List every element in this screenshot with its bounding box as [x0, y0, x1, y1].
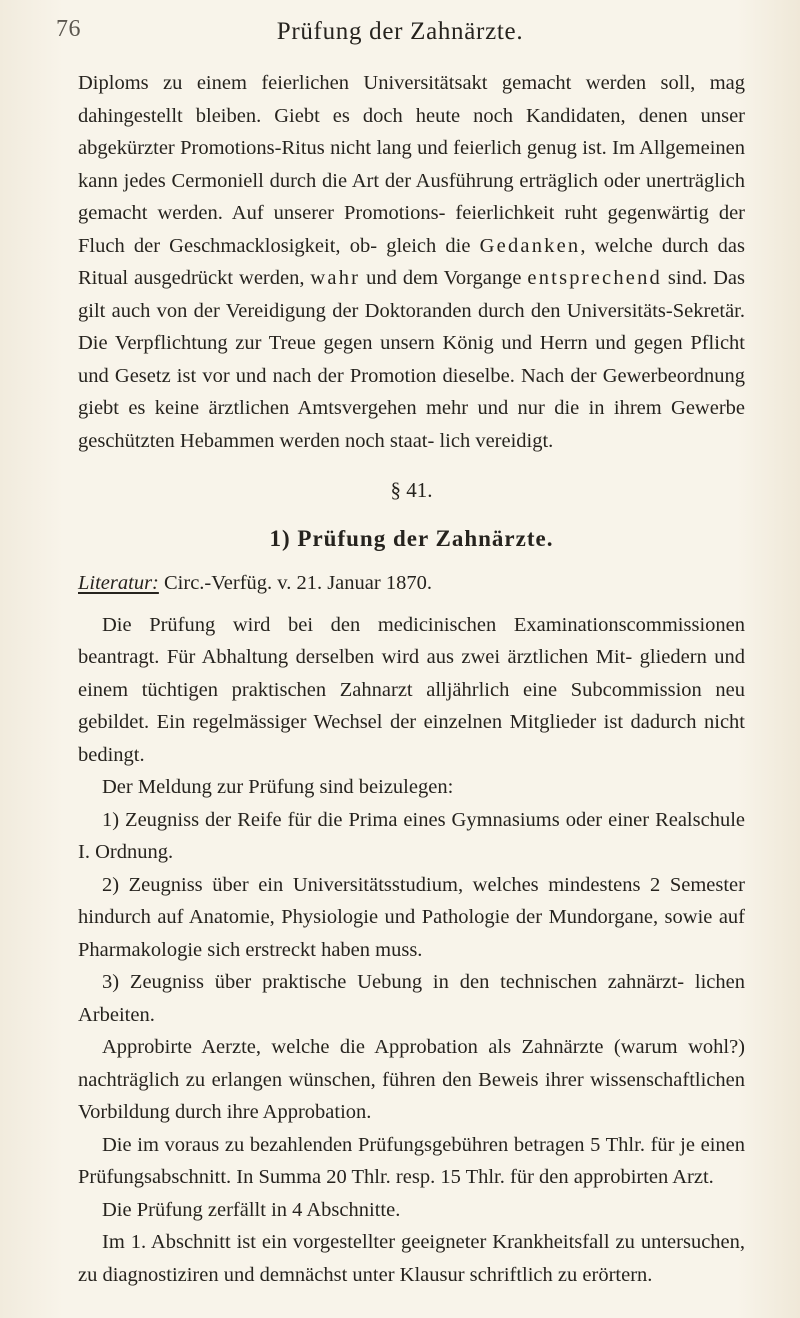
- text-line: feierlichkeit ruht gegenwärtig der Fluch der Geschmacklosigkeit, ob-: [78, 202, 746, 257]
- text-line: lich vereidigt.: [439, 429, 554, 452]
- text-line: untersuchen, zu diagnostiziren und demnächst unter Klausur schriftlich: [78, 1231, 746, 1286]
- text-line: für je einen Prüfungsabschnitt. In Summa 20 Thlr. resp. 15 Thlr.: [78, 1133, 746, 1189]
- continued-paragraph: [78, 67, 745, 457]
- paragraph: [78, 1194, 745, 1227]
- text-line: Die Prüfung zerfällt in 4 Abschnitte.: [102, 1198, 401, 1221]
- text-line: Die Prüfung wird bei den medicinischen Examinationscommissionen: [102, 613, 745, 636]
- text-line: nur die in ihrem Gewerbe geschützten Hebammen werden noch staat-: [78, 397, 746, 452]
- text-line: wohl?) nachträglich zu erlangen wünschen, führen den Beweis ihrer: [78, 1036, 745, 1091]
- paragraph: [78, 1129, 745, 1194]
- section-title: 1) Prüfung der Zahnärzte.: [269, 526, 554, 552]
- text-line: Im 1. Abschnitt ist ein vorgestellter geeigneter Krankheitsfall zu: [102, 1231, 635, 1254]
- list-item: [78, 966, 745, 1031]
- text-fragment: und dem Vorgange: [360, 267, 528, 289]
- text-line: 1) Zeugniss der Reife für die Prima eines Gymnasiums oder einer: [102, 808, 650, 831]
- paragraph: [78, 609, 745, 772]
- text-line: gliedern und einem tüchtigen praktischen Zahnarzt alljährlich eine: [78, 646, 746, 701]
- emphasized-word: Gedanken: [479, 234, 581, 257]
- text-line: lichen Arbeiten.: [78, 971, 745, 1026]
- paragraph: [78, 771, 745, 804]
- list-item: [78, 869, 745, 967]
- literature-reference: [78, 567, 745, 600]
- text-line: Mitglieder ist dadurch nicht bedingt.: [78, 711, 746, 766]
- text-line: dahingestellt bleiben. Giebt es doch heute noch Kandidaten, denen: [78, 104, 688, 127]
- text-line: Diploms zu einem feierlichen Universitätsakt gemacht werden soll, mag: [78, 72, 745, 94]
- text-line: der Vereidigung der Doktoranden durch den Universitäts-Sekretär. Die: [78, 299, 745, 354]
- text-line: Approbirte Aerzte, welche die Approbation als Zahnärzte (warum: [102, 1036, 678, 1059]
- page-number: 76: [56, 16, 81, 42]
- text-line: 3) Zeugniss über praktische Uebung in den technischen zahnärzt-: [102, 971, 685, 994]
- paragraph: [78, 1226, 745, 1291]
- text-line: Mundorgane, sowie auf Pharmakologie sich erstreckt haben muss.: [78, 906, 745, 961]
- emphasized-word: entsprechend: [527, 267, 662, 289]
- text-line: Realschule I. Ordnung.: [78, 808, 746, 864]
- text-fragment: gleich die: [386, 234, 480, 257]
- text-fragment: sind. Das gilt auch von: [78, 267, 746, 322]
- text-line: Im Allgemeinen kann jedes Cermoniell durch die Art der Ausführung: [78, 137, 745, 192]
- text-line: Subcommission neu gebildet. Ein regelmässiger Wechsel der einzelnen: [78, 678, 746, 734]
- text-line: wissenschaftlichen Vorbildung durch ihre Approbation.: [78, 1068, 746, 1124]
- paragraph: [78, 1031, 745, 1129]
- list-item: [78, 804, 745, 869]
- text-line: 2 Semester hindurch auf Anatomie, Physiologie und Pathologie der: [78, 873, 745, 929]
- literature-label: Literatur:: [78, 572, 159, 595]
- page-header: [0, 16, 800, 50]
- section-number: § 41.: [390, 478, 433, 502]
- text-line: 2) Zeugniss über ein Universitätsstudium, welches mindestens: [102, 873, 641, 896]
- text-line: der Gewerbeordnung giebt es keine ärztlichen Amtsvergehen mehr und: [78, 364, 746, 419]
- text-line: Der Meldung zur Prüfung sind beizulegen:: [102, 776, 454, 799]
- literature-text: Circ.-Verfüg. v. 21. Januar 1870.: [158, 572, 432, 595]
- text-line: unser abgekürzter Promotions-Ritus nicht lang und feierlich genug ist.: [78, 104, 745, 159]
- text-line: Pflicht und Gesetz ist vor und nach der Promotion dieselbe. Nach: [78, 332, 745, 387]
- text-line: beantragt. Für Abhaltung derselben wird aus zwei ärztlichen Mit-: [78, 646, 633, 669]
- emphasized-word: wahr: [310, 267, 361, 289]
- text-line: Verpflichtung zur Treue gegen unsern König und Herrn und gegen: [114, 332, 683, 354]
- text-line: zu erörtern.: [557, 1263, 653, 1286]
- page-content: [78, 67, 745, 1291]
- text-line: Die im voraus zu bezahlenden Prüfungsgebühren betragen 5 Thlr.: [102, 1133, 645, 1156]
- text-line: erträglich oder unerträglich gemacht werden. Auf unserer Promotions-: [78, 169, 745, 224]
- running-title: Prüfung der Zahnärzte.: [276, 18, 524, 45]
- text-fragment: , welche durch das Ritual ausgedrückt werden,: [78, 234, 745, 289]
- text-line: für den approbirten Arzt.: [510, 1166, 714, 1189]
